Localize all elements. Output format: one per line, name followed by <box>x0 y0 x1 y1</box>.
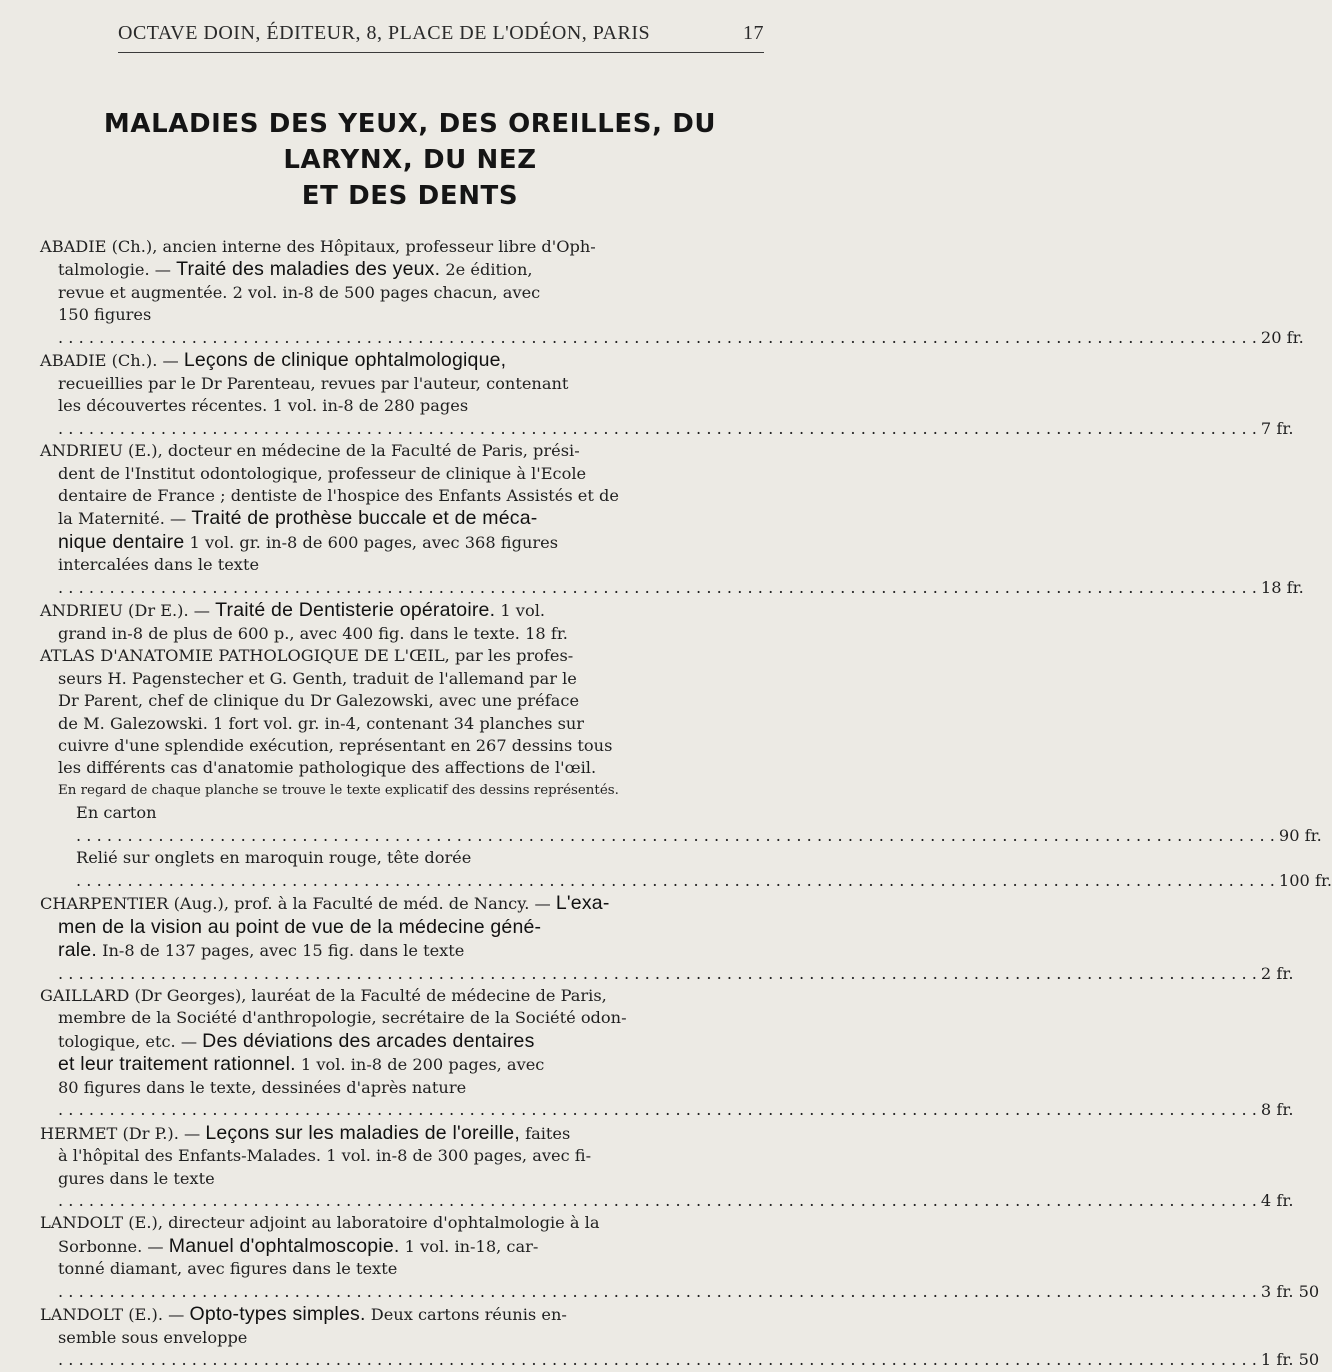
catalog-entry <box>40 1303 1320 1371</box>
entry-text: CHARPENTIER (Aug.), prof. à la Faculté de méd. de Nancy. — <box>40 894 556 914</box>
entry-line: ATLAS D'ANATOMIE PATHOLOGIQUE DE L'ŒIL, par les profes- <box>40 646 574 666</box>
dot-leader <box>58 578 1257 597</box>
entry-line: grand in-8 de plus de 600 p., avec 400 fig. dans le texte. 18 fr. <box>58 623 568 643</box>
book-title: Traité des maladies des yeux. <box>176 258 441 281</box>
entry-line: ANDRIEU (E.), docteur en médecine de la Faculté de Paris, prési- <box>40 441 580 461</box>
entry-line: dent de l'Institut odontologique, professeur de clinique à l'Ecole <box>58 463 587 483</box>
price-line <box>40 1077 1294 1122</box>
price: 18 fr. <box>1260 577 1304 597</box>
dot-leader <box>58 964 1257 983</box>
entry-line: GAILLARD (Dr Georges), lauréat de la Faculté de médecine de Paris, <box>40 985 607 1005</box>
entry-text: ABADIE (Ch.). — <box>40 351 184 371</box>
entry-line <box>40 1053 768 1076</box>
entry-text: talmologie. — <box>58 260 177 280</box>
entry-text: tologique, etc. — <box>58 1031 203 1051</box>
entry-text: 1 vol. <box>495 601 546 621</box>
dot-leader <box>58 1350 1257 1369</box>
price: 100 fr. <box>1278 870 1332 890</box>
price-line <box>40 1168 1294 1213</box>
entry-text: Deux cartons réunis en- <box>365 1305 567 1325</box>
price-line <box>40 847 1332 892</box>
catalog-entry <box>40 1121 1294 1213</box>
entry-line: Dr Parent, chef de clinique du Dr Galezowski, avec une préface <box>58 691 580 711</box>
entry-line <box>40 1305 567 1324</box>
price-line <box>40 802 1322 847</box>
entry-note: En regard de chaque planche se trouve le texte explicatif des dessins représentés. <box>58 782 619 798</box>
entry-text: intercalées dans le texte <box>58 555 260 575</box>
dot-leader <box>58 328 1257 347</box>
book-title: Des déviations des arcades dentaires <box>202 1029 535 1052</box>
book-title: L'exa- <box>555 892 610 915</box>
book-title: Leçons sur les maladies de l'oreille, <box>205 1121 520 1144</box>
book-title: rale. <box>58 939 97 962</box>
entry-line: revue et augmentée. 2 vol. in-8 de 500 pages chacun, avec <box>58 282 541 302</box>
book-title: Leçons de clinique ophtalmologique, <box>183 349 507 372</box>
entry-line <box>40 351 506 370</box>
entry-text: tonné diamant, avec figures dans le texte <box>58 1259 398 1279</box>
book-title: men de la vision au point de vue de la médecine géné- <box>58 915 542 938</box>
entry-text: semble sous enveloppe <box>58 1327 248 1347</box>
dot-leader <box>76 871 1275 890</box>
price-line <box>40 939 1294 985</box>
entry-line: à l'hôpital des Enfants-Malades. 1 vol. in-8 de 300 pages, avec fi- <box>58 1146 592 1166</box>
catalog-entry <box>40 892 1294 985</box>
price-line <box>40 1258 1320 1303</box>
catalog-entry <box>40 985 1294 1122</box>
section-heading <box>40 106 780 214</box>
entry-text: HERMET (Dr P.). — <box>40 1123 206 1143</box>
price-line <box>40 1327 1320 1372</box>
entry-text: LANDOLT (E.). — <box>40 1305 190 1325</box>
book-title: Traité de Dentisterie opératoire. <box>215 599 496 622</box>
entry-text: In-8 de 137 pages, avec 15 fig. dans le texte <box>96 941 465 961</box>
price-line <box>40 304 1304 349</box>
price-line <box>40 395 1294 440</box>
book-title: Manuel d'ophtalmoscopie. <box>168 1234 400 1257</box>
book-title: et leur traitement rationnel. <box>58 1053 296 1076</box>
price: 4 fr. <box>1260 1191 1294 1211</box>
catalog-entry <box>40 236 1304 349</box>
price: 20 fr. <box>1260 327 1304 347</box>
entry-text: faites <box>519 1123 571 1143</box>
entry-text: 1 vol. in-8 de 200 pages, avec <box>295 1055 545 1075</box>
section-title-line2: ET DES DENTS <box>301 181 519 211</box>
dot-leader <box>58 1282 1257 1301</box>
entry-line <box>40 531 768 554</box>
entry-line <box>40 601 545 620</box>
page-number: 17 <box>743 22 764 44</box>
entry-line <box>40 258 768 281</box>
dot-leader <box>58 1191 1257 1210</box>
entry-text: 80 figures dans le texte, dessinées d'après nature <box>58 1077 467 1097</box>
price: 8 fr. <box>1260 1100 1294 1120</box>
entry-line <box>40 1030 768 1053</box>
entry-line <box>40 916 768 939</box>
entry-line: dentaire de France ; dentiste de l'hospice des Enfants Assistés et de <box>58 485 619 505</box>
entry-line: recueillies par le Dr Parenteau, revues par l'auteur, contenant <box>58 373 569 393</box>
entry-line <box>40 1121 571 1144</box>
price-line <box>40 554 1304 599</box>
catalog-entry <box>40 440 1304 599</box>
entry-text: 1 vol. gr. in-8 de 600 pages, avec 368 figures <box>184 532 559 552</box>
price: 7 fr. <box>1260 418 1294 438</box>
book-title: nique dentaire <box>58 530 185 553</box>
entry-line: les différents cas d'anatomie pathologique des affections de l'œil. <box>58 758 597 778</box>
running-header <box>118 22 764 53</box>
entry-text: Relié sur onglets en maroquin rouge, tête dorée <box>76 848 472 868</box>
price: 3 fr. 50 <box>1260 1281 1320 1301</box>
book-title: Opto-types simples. <box>189 1303 366 1326</box>
entry-text: Sorbonne. — <box>58 1236 169 1256</box>
entry-text: 1 vol. in-18, car- <box>399 1236 539 1256</box>
dot-leader <box>58 419 1257 438</box>
entry-line: membre de la Société d'anthropologie, secrétaire de la Société odon- <box>58 1008 627 1028</box>
entry-line: seurs H. Pagenstecher et G. Genth, traduit de l'allemand par le <box>58 668 577 688</box>
entry-line: LANDOLT (E.), directeur adjoint au laboratoire d'ophtalmologie à la <box>40 1213 600 1233</box>
catalog-entries <box>40 236 1332 1372</box>
entry-text: 150 figures <box>58 305 152 325</box>
price: 1 fr. 50 <box>1260 1350 1320 1370</box>
catalog-entry <box>40 1212 1320 1303</box>
section-title-line1: MALADIES DES YEUX, DES OREILLES, DU LARYNX, DU NEZ <box>103 109 717 175</box>
catalog-entry <box>40 599 768 645</box>
entry-text: gures dans le texte <box>58 1168 215 1188</box>
dot-leader <box>76 826 1275 845</box>
entry-line: ABADIE (Ch.), ancien interne des Hôpitaux, professeur libre d'Oph- <box>40 237 596 256</box>
entry-line: de M. Galezowski. 1 fort vol. gr. in-4, contenant 34 planches sur <box>58 713 585 733</box>
price: 90 fr. <box>1278 825 1322 845</box>
entry-line: cuivre d'une splendide exécution, représentant en 267 dessins tous <box>58 735 613 755</box>
entry-text: ANDRIEU (Dr E.). — <box>40 601 216 621</box>
entry-text: 2e édition, <box>440 260 533 280</box>
dot-leader <box>58 1100 1257 1119</box>
entry-text: les découvertes récentes. 1 vol. in-8 de 280 pages <box>58 396 469 416</box>
catalog-entry <box>40 645 1332 892</box>
entry-line <box>40 507 768 530</box>
price: 2 fr. <box>1260 963 1294 983</box>
entry-line <box>40 894 610 913</box>
entry-text: En carton <box>76 803 157 823</box>
book-title: Traité de prothèse buccale et de méca- <box>191 507 538 530</box>
entry-text: la Maternité. — <box>58 509 192 529</box>
running-title: OCTAVE DOIN, ÉDITEUR, 8, PLACE DE L'ODÉON, PARIS <box>118 22 651 44</box>
catalog-entry <box>40 349 1294 440</box>
entry-line <box>40 1235 768 1258</box>
